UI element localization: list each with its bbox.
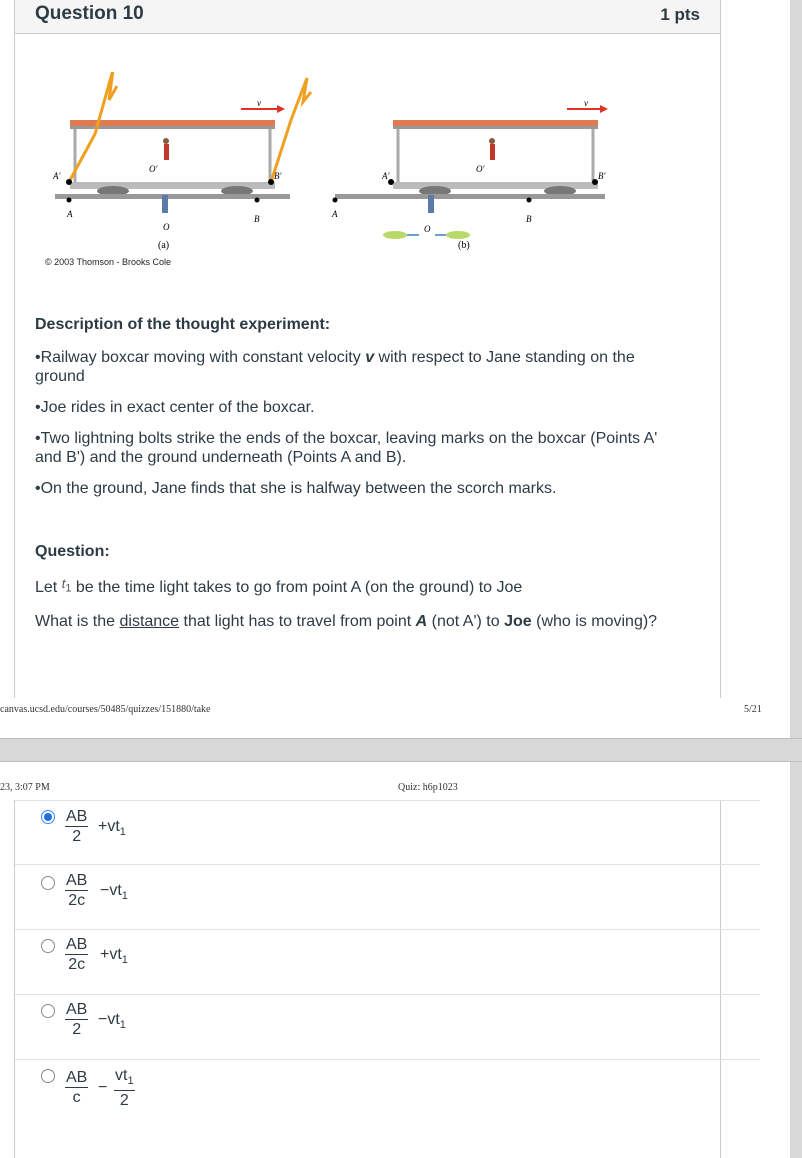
- copyright: © 2003 Thomson - Brooks Cole: [45, 257, 172, 267]
- term-4-text: vt: [107, 1011, 120, 1028]
- radio-button-1[interactable]: [41, 810, 55, 824]
- term-3-text: vt: [109, 946, 122, 963]
- term-4: [98, 1011, 126, 1031]
- op-5: −: [98, 1079, 108, 1096]
- bullet-lightning: [35, 429, 657, 467]
- question-card: [14, 0, 721, 698]
- panel-b: [331, 98, 608, 251]
- radio-button-3[interactable]: [41, 939, 55, 953]
- op-4: −: [98, 1011, 108, 1028]
- bullet-velocity-text: •Railway boxcar moving with constant velocity: [35, 349, 361, 366]
- fraction-5: [65, 1069, 88, 1107]
- t-letter: t: [61, 576, 66, 591]
- label-a-b: A: [332, 209, 338, 219]
- page-break: [0, 738, 802, 762]
- term-3-sub: 1: [121, 954, 128, 967]
- let-prefix: Let: [35, 579, 58, 596]
- question-heading: Question:: [35, 543, 110, 560]
- ask-joe: Joe: [504, 613, 532, 630]
- term-2: [100, 882, 128, 902]
- print-page: 5/21: [744, 704, 762, 715]
- fraction-1-num: AB: [66, 808, 88, 825]
- bullet-lightning-text: •Two lightning bolts strike the ends of the boxcar, leaving marks on the boxcar (Points A': [35, 430, 658, 447]
- radio-button-5[interactable]: [41, 1069, 55, 1083]
- answer-option-3[interactable]: [15, 929, 760, 994]
- fraction-5-num: AB: [66, 1069, 88, 1086]
- page-gutter: [790, 0, 802, 1158]
- caption-a: (a): [158, 240, 170, 251]
- op-2: −: [100, 882, 110, 899]
- print-datetime: 23, 3:07 PM: [0, 782, 50, 793]
- label-a-prime-a: A': [53, 171, 61, 181]
- fraction-2-num: AB: [66, 872, 88, 889]
- fraction-4-num: AB: [66, 1001, 88, 1018]
- term-1-text: vt: [107, 818, 120, 835]
- answer-option-1[interactable]: [15, 800, 760, 865]
- description-heading: Description of the thought experiment:: [35, 316, 331, 333]
- label-v-b: v: [584, 98, 588, 108]
- label-a-a: A: [67, 209, 73, 219]
- bullet-jane: •On the ground, Jane finds that she is halfway between the scorch marks.: [35, 480, 557, 497]
- let-statement: [35, 574, 522, 599]
- fraction-5b-term: vt: [115, 1067, 128, 1084]
- fraction-3-num: AB: [66, 936, 88, 953]
- fraction-5b: [114, 1067, 135, 1110]
- answers-card: [14, 800, 721, 1158]
- fraction-4: [65, 1001, 88, 1039]
- term-1-sub: 1: [119, 826, 126, 839]
- fraction-5b-den: 2: [119, 1092, 129, 1110]
- answer-option-5[interactable]: [15, 1059, 760, 1124]
- caption-b: (b): [458, 240, 470, 251]
- term-2-text: vt: [109, 882, 122, 899]
- label-o-a: O: [163, 222, 170, 232]
- term-4-sub: 1: [119, 1019, 126, 1032]
- label-b-prime-a: B': [274, 171, 282, 181]
- answer-option-2[interactable]: [15, 864, 760, 929]
- t-symbol: [61, 576, 72, 595]
- print-url: canvas.ucsd.edu/courses/50485/quizzes/151880/take: [0, 704, 211, 715]
- bullet-velocity-text-3: ground: [35, 368, 85, 385]
- fraction-5b-num: [114, 1067, 135, 1091]
- label-a-prime-b: A': [382, 171, 390, 181]
- label-b-b: B: [526, 214, 532, 224]
- fraction-1-den: 2: [72, 828, 82, 845]
- fraction-2-den: 2c: [68, 892, 86, 909]
- ask-2: that light has to travel from point: [183, 613, 412, 630]
- label-o-prime-a: O': [149, 164, 158, 174]
- ask-distance: distance: [119, 613, 180, 630]
- fraction-4-den: 2: [72, 1021, 82, 1038]
- fraction-3-den: 2c: [68, 956, 86, 973]
- term-3: [100, 946, 128, 966]
- label-o-b: O: [424, 224, 431, 234]
- op-3: +: [100, 946, 110, 963]
- term-2-sub: 1: [121, 890, 128, 903]
- bullet-velocity: [35, 348, 635, 386]
- radio-button-4[interactable]: [41, 1004, 55, 1018]
- label-b-prime-b: B': [598, 171, 606, 181]
- fraction-2: [65, 872, 88, 910]
- ask-4: (who is moving)?: [536, 613, 658, 630]
- fraction-5-den: c: [72, 1089, 81, 1106]
- let-suffix: be the time light takes to go from point A (on the ground) to Joe: [75, 579, 523, 596]
- answer-option-4[interactable]: [15, 994, 760, 1059]
- boxcar-figure: [45, 72, 645, 277]
- question-points: 1 pts: [660, 5, 700, 24]
- label-o-prime-b: O': [476, 164, 485, 174]
- fraction-1: [65, 808, 88, 846]
- bullet-velocity-text-2: with respect to Jane standing on the: [378, 349, 635, 366]
- fraction-3: [65, 936, 88, 974]
- label-v-a: v: [257, 98, 261, 108]
- question-header: [15, 0, 720, 34]
- fraction-5b-sub: 1: [127, 1075, 134, 1088]
- panel-a: [45, 72, 311, 267]
- ask-3: (not A') to: [431, 613, 500, 630]
- bullet-joe: •Joe rides in exact center of the boxcar.: [35, 399, 315, 416]
- ask-point-a: A: [415, 613, 428, 630]
- velocity-symbol: v: [365, 349, 375, 366]
- op-1: +: [98, 818, 108, 835]
- question-prompt: [35, 612, 657, 631]
- term-1: [98, 818, 126, 838]
- ask-1: What is the: [35, 613, 116, 630]
- question-title: Question 10: [35, 3, 144, 24]
- t-subscript: 1: [65, 582, 72, 595]
- label-b-a: B: [254, 214, 260, 224]
- print-quiz-title: Quiz: h6p1023: [398, 782, 458, 793]
- bullet-lightning-text-2: and B') and the ground underneath (Points A and B).: [35, 449, 407, 466]
- radio-button-2[interactable]: [41, 876, 55, 890]
